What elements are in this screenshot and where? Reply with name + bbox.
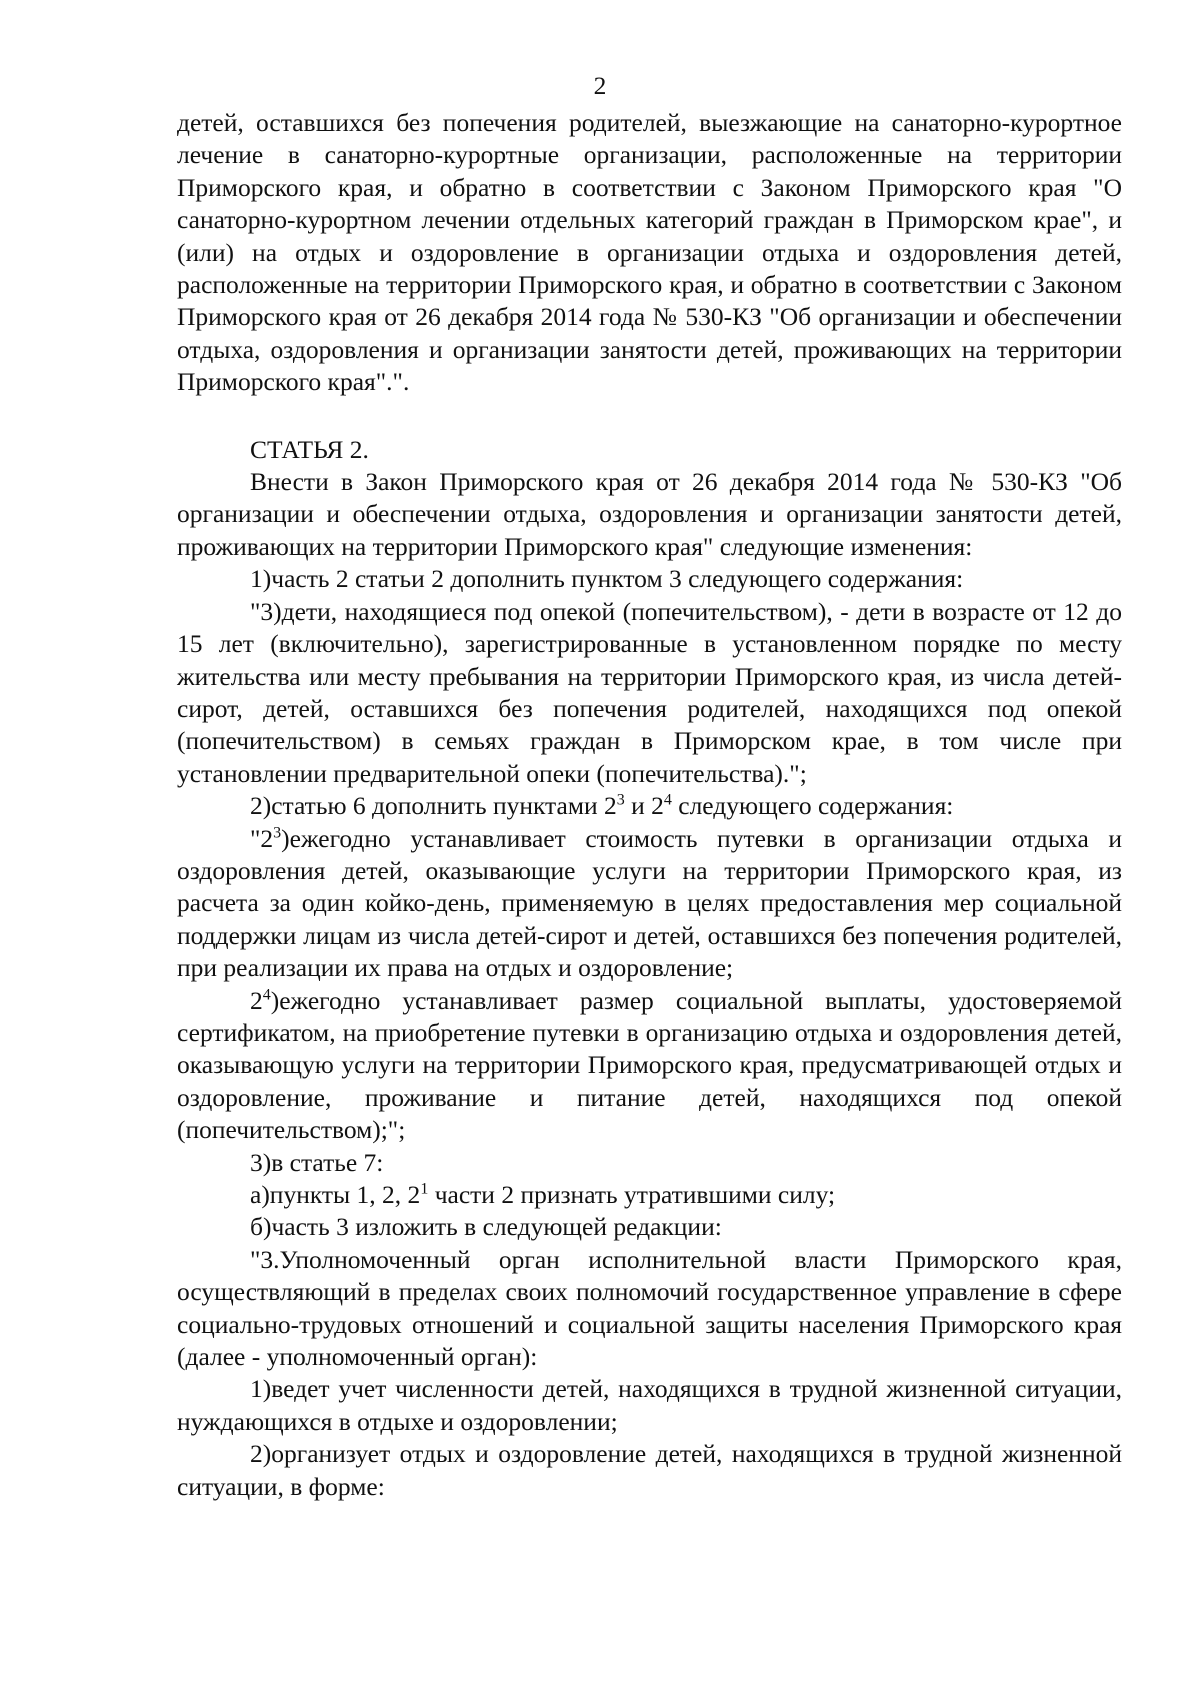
paragraph-item-3-children: "3)дети, находящиеся под опекой (попечительством), - дети в возрасте от 12 до 15 лет (включительно), зарегистрированные в установленном порядке по месту жительства или месту пребывания на территории Приморского края, из числа детей-сирот, детей, оставшихся без попечения родителей, находящихся под опекой (попечительством) в семьях граждан в Приморском крае, в том числе при установлении предварительной опеки (попечительства).";	[177, 596, 1122, 788]
paragraph-point-2-3: "$2^3)ежегодно$ устанавливает стоимость путевки в организации отдыха и оздоровления детей, оказывающие услуги на территории Приморского края, из расчета за один койко-день, применяемую в целях предоставления мер социальной поддержки лицам из числа детей-сирот и детей, оставшихся без попечения родителей, при реализации их права на отдых и оздоровление;	[177, 823, 1122, 983]
page-number: 2	[593, 71, 607, 100]
paragraph-duty-2: 2)организует отдых и оздоровление детей, находящихся в трудной жизненной ситуации, в форме:	[177, 1439, 1122, 1501]
paragraph-point-2-4: $2^4)ежегодно$ устанавливает размер социальной выплаты, удостоверяемой сертификатом, на приобретение путевки в организацию отдыха и оздоровления детей, оказывающую услуги на территории Приморского края, предусматривающей отдых и оздоровление, проживание и питание детей, находящихся под опекой (попечительством);";	[177, 985, 1122, 1145]
document-body	[177, 107, 1122, 1503]
article-heading: СТАТЬЯ 2.	[250, 434, 369, 464]
paragraph-subitem-b: б)часть 3 изложить в следующей редакции:	[250, 1212, 722, 1242]
paragraph-item-2-article-6: 2)статью 6 дополнить пунктами $2^3$ и $2^4$ следующего содержания:	[250, 791, 954, 821]
paragraph-item-1: 1)часть 2 статьи 2 дополнить пунктом 3 следующего содержания:	[250, 564, 964, 594]
paragraph-subitem-a: а)пункты 1, 2, $2^1$ части 2 признать утратившими силу;	[250, 1180, 836, 1209]
paragraph-duty-1: 1)ведет учет численности детей, находящихся в трудной жизненной ситуации, нуждающихся в отдыхе и оздоровлении;	[177, 1374, 1122, 1436]
paragraph-authorized-body: "3.Уполномоченный орган исполнительной власти Приморского края, осуществляющий в пределах своих полномочий государственное управление в сфере социально-трудовых отношений и социальной защиты населения Приморского края (далее - уполномоченный орган):	[177, 1244, 1122, 1372]
paragraph-continuation: детей, оставшихся без попечения родителей, выезжающие на санаторно-курортное лечение в санаторно-курортные организации, расположенные на территории Приморского края, и обратно в соответствии с Законом Приморского края "О санаторно-курортном лечении отдельных категорий граждан в Приморском крае", и (или) на отдых и оздоровление в организации отдыха и оздоровления детей, расположенные на территории Приморского края, и обратно в соответствии с Законом Приморского края от 26 декабря 2014 года № 530-КЗ "Об организации и обеспечении отдыха, оздоровления и организации занятости детей, проживающих на территории Приморского края".".	[177, 108, 1122, 397]
paragraph-amend-law: Внести в Закон Приморского края от 26 декабря 2014 года № 530-КЗ "Об организации и обеспечении отдыха, оздоровления и организации занятости детей, проживающих на территории Приморского края" следующие изменения:	[177, 467, 1122, 561]
paragraph-item-3-article-7: 3)в статье 7:	[250, 1147, 384, 1177]
